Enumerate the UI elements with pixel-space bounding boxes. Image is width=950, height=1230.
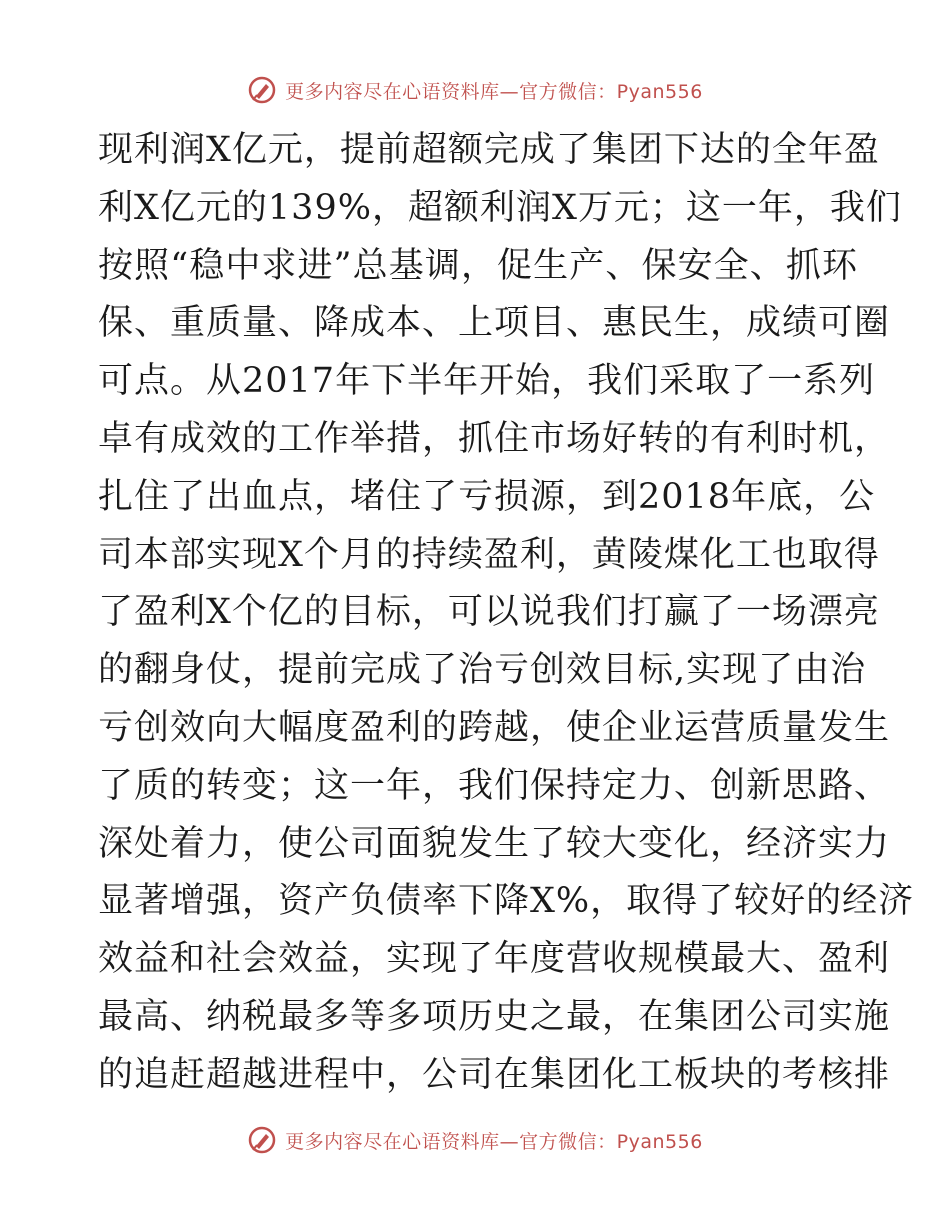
text-line: 最高、纳税最多等多项历史之最，在集团公司实施 [98,996,891,1037]
text-line: 司本部实现X个月的持续盈利，黄陵煤化工也取得 [98,534,880,575]
pen-nib-circle-icon [247,1125,277,1155]
text-line: 按照“稳中求进”总基调，促生产、保安全、抓环 [98,245,858,286]
text-line: 了盈利X个亿的目标，可以说我们打赢了一场漂亮 [98,592,880,633]
header-banner [0,72,950,108]
document-body [98,122,915,1105]
footer-banner-text: 更多内容尽在心语资料库—官方微信：Pyan556 [285,1130,703,1153]
text-line: 深处着力，使公司面貌发生了较大变化，经济实力 [98,823,891,864]
text-line: 卓有成效的工作举措，抓住市场好转的有利时机， [98,418,891,459]
text-line: 的追赶超越进程中，公司在集团化工板块的考核排 [98,1054,891,1095]
text-line: 效益和社会效益，实现了年度营收规模最大、盈利 [98,939,891,980]
text-line: 显著增强，资产负债率下降X%，取得了较好的经济 [98,881,915,922]
text-line: 可点。从2017年下半年开始，我们采取了一系列 [98,361,876,402]
text-line: 的翻身仗，提前完成了治亏创效目标,实现了由治 [98,650,867,691]
text-line: 利X亿元的139%，超额利润X万元；这一年，我们 [98,187,902,228]
text-line: 现利润X亿元，提前超额完成了集团下达的全年盈 [98,130,880,170]
footer-banner [0,1122,950,1158]
text-line: 保、重质量、降成本、上项目、惠民生，成绩可圈 [98,303,891,344]
text-line: 扎住了出血点，堵住了亏损源，到2018年底，公 [98,476,876,517]
header-banner-text: 更多内容尽在心语资料库—官方微信：Pyan556 [285,80,703,103]
pen-nib-circle-icon [247,75,277,105]
text-line: 了质的转变；这一年，我们保持定力、创新思路、 [98,765,891,806]
text-line: 亏创效向大幅度盈利的跨越，使企业运营质量发生 [98,707,891,748]
